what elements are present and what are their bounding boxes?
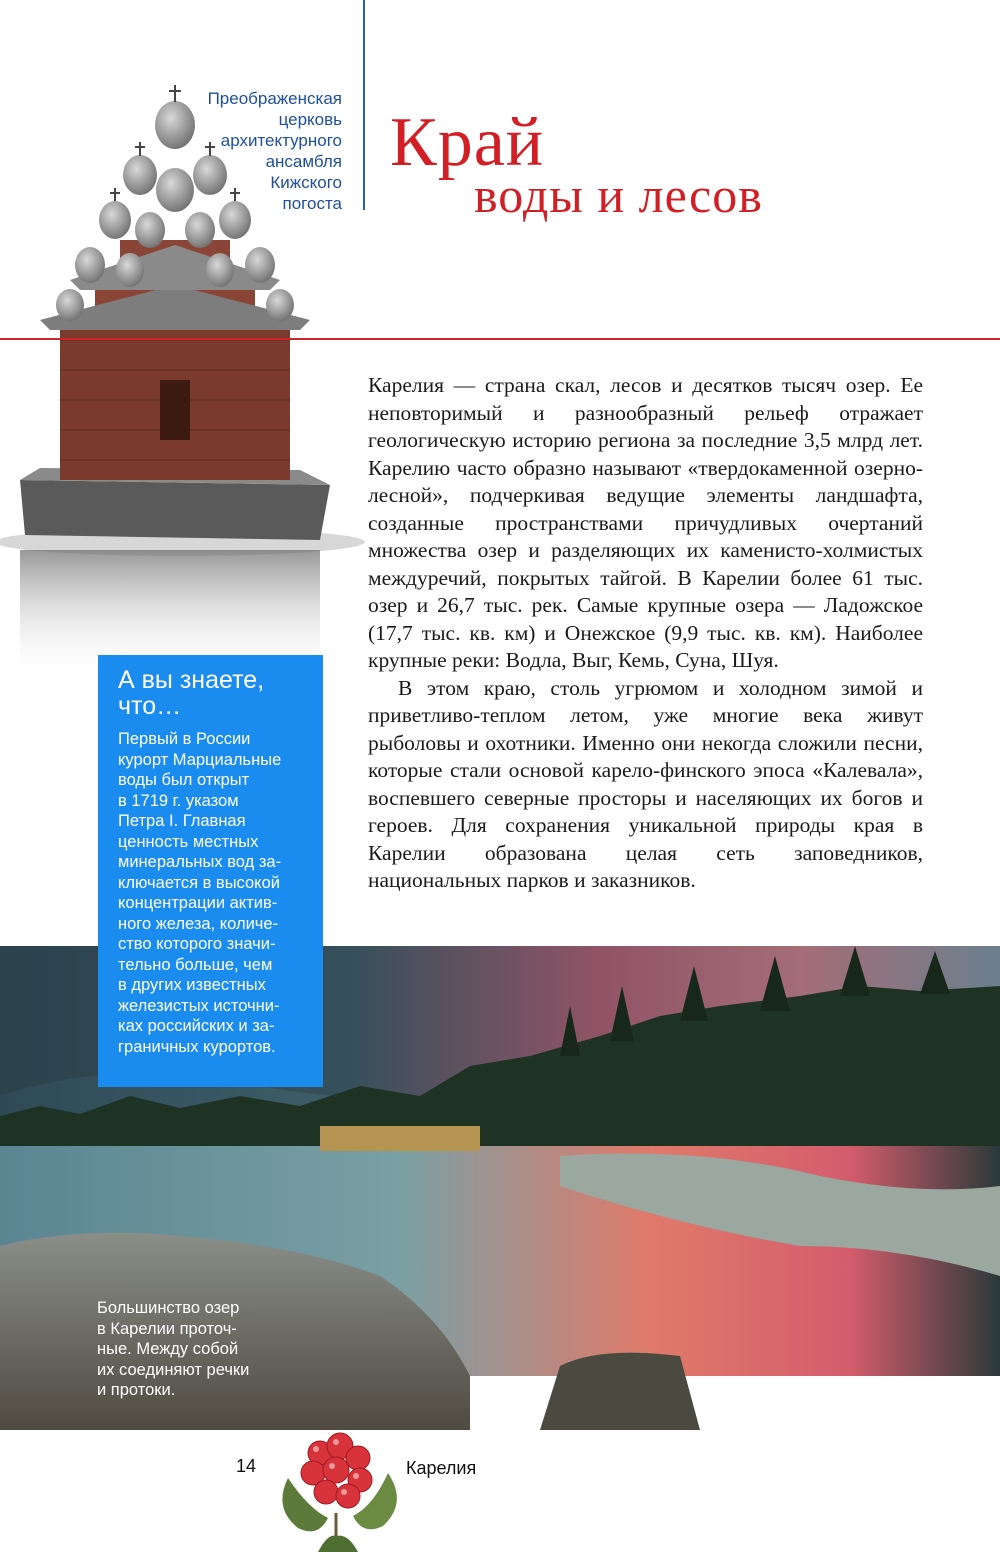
page-number: 14 (236, 1456, 257, 1476)
photo-caption: Большинство озер в Карелии проточ- ные. Между собой их соединяют речки и протоки. (97, 1299, 250, 1399)
horizontal-rule (0, 338, 1000, 340)
church-caption: Преображенская церковь архитектурного ансамбля Кижского погоста (207, 89, 342, 213)
did-you-know-text: Первый в России курорт Марциальные воды был открыт в 1719 г. указом Петра I. Главная ценность местных минеральных вод за- ключается в высокой концентрации актив- ного железа, количе- ство которого значи- тельно больше, чем в других известных железистых источни- ках российских и за- граничных курортов. (118, 730, 282, 1056)
did-you-know-title: А вы знаете, что… (118, 666, 265, 720)
article-paragraph-1: Карелия — страна скал, лесов и десятков тысяч озер. Ее неповторимый и разнообразный рельеф отражает геологическую историю региона за последние 3,5 млрд лет. Карелию часто образно называют «твердокаменной озерно-лесной», подчеркивая ведущие элементы ландшафта, созданные пространствами причудливых очертаний множества озер и разделяющих их каменисто-холмистых междуречий, покрытых тайгой. В Карелии более 61 тыс. озер и 26,7 тыс. рек. Самые крупные озера — Ладожское (17,7 тыс. кв. км) и Онежское (9,9 тыс. кв. км). Наиболее крупные реки: Водла, Выг, Кемь, Суна, Шуя. (368, 373, 923, 672)
cloudberry-illustration (268, 1418, 408, 1552)
vertical-rule (363, 0, 365, 210)
running-title: Карелия (406, 1458, 477, 1478)
article-paragraph-2: В этом краю, столь угрюмом и холодном зимой и приветливо-теплом летом, уже многие века живут рыболовы и охотники. Именно они некогда сложили песни, которые стали основой карело-финского эпоса «Калевала», воспевшего северные просторы и населяющих их богов и героев. Для сохранения уникальной природы края в Карелии образована целая сеть заповедников, национальных парков и заказников. (368, 675, 923, 892)
article-body (368, 372, 923, 895)
page-title-line1: Край (390, 104, 545, 181)
did-you-know-box (98, 655, 323, 1087)
page-title-line2: воды и лесов (474, 167, 763, 223)
